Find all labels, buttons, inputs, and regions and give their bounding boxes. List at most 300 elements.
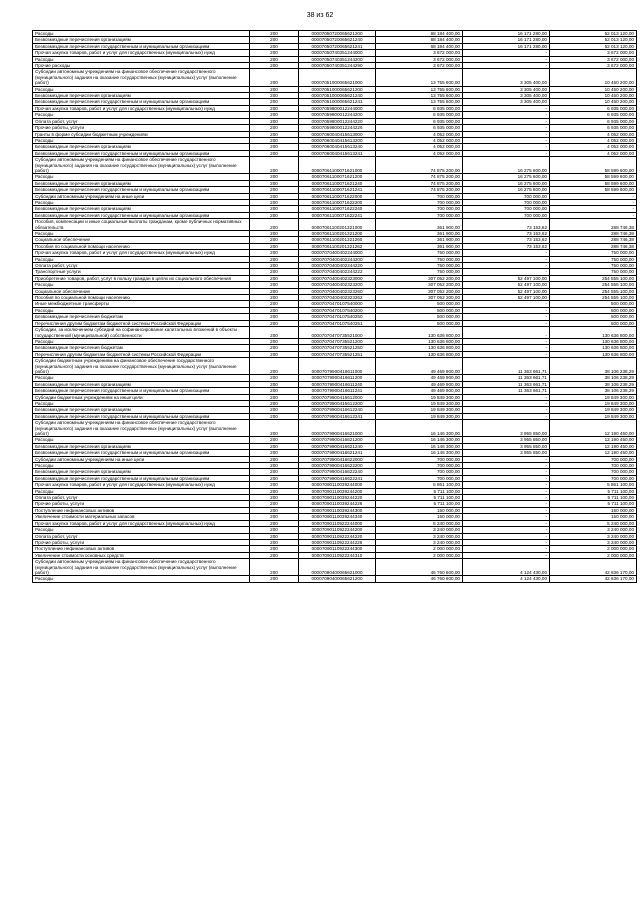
approved-amount: 2 000 000,00 — [376, 552, 463, 558]
unexecuted-amount: 38 106 238,29 — [550, 388, 637, 394]
row-name: Прочие работы, услуги — [33, 125, 250, 131]
row-code: 200 — [250, 193, 299, 199]
table-row — [33, 420, 637, 437]
approved-amount: 307 052 200,00 — [376, 282, 463, 288]
row-name: Безвозмездные перечисления бюджетам — [33, 345, 250, 351]
approved-amount: 49 469 900,00 — [376, 388, 463, 394]
unexecuted-amount: 58 599 600,00 — [550, 157, 637, 174]
approved-amount: 4 052 000,00 — [376, 150, 463, 156]
row-name: Перечисления другим бюджетам бюджетной системы Российской Федерации — [33, 320, 250, 326]
approved-amount: 19 849 300,00 — [376, 413, 463, 419]
approved-amount: 19 849 300,00 — [376, 394, 463, 400]
row-code: 200 — [250, 37, 299, 43]
unexecuted-amount: - — [550, 193, 637, 199]
executed-amount: - — [463, 63, 550, 69]
row-name: Безвозмездные перечисления организациям — [33, 180, 250, 186]
table-row — [33, 381, 637, 387]
unexecuted-amount: 700 000,00 — [550, 456, 637, 462]
table-row — [33, 157, 637, 174]
unexecuted-amount: 4 052 000,00 — [550, 150, 637, 156]
table-row — [33, 99, 637, 105]
unexecuted-amount: 150 000,00 — [550, 507, 637, 513]
table-row — [33, 93, 637, 99]
executed-amount: - — [463, 520, 550, 526]
row-code: 200 — [250, 206, 299, 212]
approved-amount: 3 672 000,00 — [376, 56, 463, 62]
unexecuted-amount: 500 000,00 — [550, 314, 637, 320]
approved-amount: 16 146 300,00 — [376, 443, 463, 449]
row-name: Субсидии бюджетным учреждениям на финансовое обеспечение государственного (муниципального) задания на оказание государственных (муниципальных) услуг (выполнение работ) — [33, 358, 250, 375]
row-kbk: 00007079900416621240 — [299, 443, 376, 449]
executed-amount: 3 305 400,00 — [463, 99, 550, 105]
row-kbk: 00007061100201321000 — [299, 219, 376, 231]
row-kbk: 00007079900416612200 — [299, 400, 376, 406]
executed-amount: 4 124 430,00 — [463, 576, 550, 582]
row-code: 200 — [250, 93, 299, 99]
approved-amount: 6 935 000,00 — [376, 118, 463, 124]
approved-amount: 130 636 800,00 — [376, 338, 463, 344]
table-row — [33, 250, 637, 256]
approved-amount: 46 760 600,00 — [376, 576, 463, 582]
approved-amount: 16 146 300,00 — [376, 420, 463, 437]
approved-amount: 68 184 400,00 — [376, 43, 463, 49]
row-code: 200 — [250, 43, 299, 49]
row-code: 200 — [250, 112, 299, 118]
row-code: 200 — [250, 520, 299, 526]
executed-amount: 73 153,62 — [463, 243, 550, 249]
unexecuted-amount: 12 190 450,00 — [550, 450, 637, 456]
executed-amount: - — [463, 50, 550, 56]
row-name: Субсидии автономным учреждениям на финансовое обеспечение государственного (муниципального) задания на оказание государственных (муниципальных) услуг (выполнение работ) — [33, 157, 250, 174]
row-kbk: 00007061100071621241 — [299, 187, 376, 193]
row-name: Субсидии автономным учреждениям на финансовое обеспечение государственного (муниципального) задания на оказание государственных (муниципальных) услуг (выполнение работ) — [33, 420, 250, 437]
row-code: 200 — [250, 375, 299, 381]
approved-amount: 13 755 600,00 — [376, 69, 463, 86]
approved-amount: 5 711 100,00 — [376, 501, 463, 507]
page-number: 38 из 62 — [306, 12, 334, 19]
row-code: 200 — [250, 63, 299, 69]
row-code: 200 — [250, 576, 299, 582]
unexecuted-amount: 3 672 000,00 — [550, 50, 637, 56]
executed-amount: 52 497 100,00 — [463, 282, 550, 288]
row-name: Расходы — [33, 437, 250, 443]
unexecuted-amount: 6 935 000,00 — [550, 112, 637, 118]
executed-amount: 3 305 400,00 — [463, 86, 550, 92]
row-code: 200 — [250, 56, 299, 62]
executed-amount: - — [463, 456, 550, 462]
unexecuted-amount: 58 599 600,00 — [550, 180, 637, 186]
approved-amount: 49 469 900,00 — [376, 358, 463, 375]
row-name: Субсидии автономным учреждениям на финансовое обеспечение государственного (муниципального) задания на оказание государственных (муниципальных) услуг (выполнение работ) — [33, 559, 250, 576]
approved-amount: 49 469 900,00 — [376, 381, 463, 387]
unexecuted-amount: 38 106 238,29 — [550, 358, 637, 375]
table-row — [33, 219, 637, 231]
approved-amount: 150 000,00 — [376, 514, 463, 520]
table-row — [33, 482, 637, 488]
executed-amount: 73 153,62 — [463, 231, 550, 237]
row-name: Прочая закупка товаров, работ и услуг для государственных (муниципальных) нужд — [33, 105, 250, 111]
approved-amount: 16 146 300,00 — [376, 450, 463, 456]
row-kbk: 00007070400402244222 — [299, 269, 376, 275]
executed-amount: 52 497 100,00 — [463, 288, 550, 294]
approved-amount: 3 240 000,00 — [376, 539, 463, 545]
row-code: 200 — [250, 400, 299, 406]
row-code: 200 — [250, 381, 299, 387]
row-name: Увеличение стоимости материальных запасов — [33, 514, 250, 520]
row-name: Безвозмездные перечисления государственным и муниципальным организациям — [33, 187, 250, 193]
row-code: 200 — [250, 514, 299, 520]
table-row — [33, 69, 637, 86]
row-name: Оплата работ, услуг — [33, 495, 250, 501]
row-kbk: 00007090110922244200 — [299, 527, 376, 533]
table-row — [33, 443, 637, 449]
executed-amount: 16 275 600,00 — [463, 180, 550, 186]
row-name: Субсидии автономным учреждениям на иные цели — [33, 456, 250, 462]
row-name: Безвозмездные перечисления государственным и муниципальным организациям — [33, 212, 250, 218]
approved-amount: 750 000,00 — [376, 250, 463, 256]
row-code: 200 — [250, 527, 299, 533]
row-name: Оплата работ, услуг — [33, 118, 250, 124]
row-code: 200 — [250, 137, 299, 143]
row-kbk: 00007090110039244220 — [299, 495, 376, 501]
row-kbk: 00007070470107540250 — [299, 314, 376, 320]
unexecuted-amount: 6 935 000,00 — [550, 105, 637, 111]
row-kbk: 00007070400402244200 — [299, 256, 376, 262]
row-kbk: 00007090110922244310 — [299, 552, 376, 558]
executed-amount: 73 153,62 — [463, 219, 550, 231]
row-name: Безвозмездные перечисления государственным и муниципальным организациям — [33, 99, 250, 105]
row-code: 200 — [250, 288, 299, 294]
row-kbk: 00007079900416622241 — [299, 475, 376, 481]
row-code: 200 — [250, 50, 299, 56]
executed-amount: - — [463, 150, 550, 156]
unexecuted-amount: 10 450 200,00 — [550, 69, 637, 86]
row-name: Расходы — [33, 112, 250, 118]
approved-amount: 500 000,00 — [376, 314, 463, 320]
unexecuted-amount: 38 106 238,29 — [550, 375, 637, 381]
approved-amount: 5 861 100,00 — [376, 482, 463, 488]
unexecuted-amount: 4 052 000,00 — [550, 144, 637, 150]
executed-amount: - — [463, 345, 550, 351]
unexecuted-amount: 3 240 000,00 — [550, 533, 637, 539]
executed-amount: 52 497 100,00 — [463, 295, 550, 301]
row-name: Расходы — [33, 463, 250, 469]
approved-amount: 700 000,00 — [376, 206, 463, 212]
table-row — [33, 320, 637, 326]
row-name: Расходы — [33, 307, 250, 313]
executed-amount: - — [463, 533, 550, 539]
unexecuted-amount: 12 190 450,00 — [550, 420, 637, 437]
row-name: Пособия по социальной помощи населению — [33, 295, 250, 301]
row-code: 200 — [250, 144, 299, 150]
approved-amount: 13 755 600,00 — [376, 86, 463, 92]
approved-amount: 6 935 000,00 — [376, 105, 463, 111]
approved-amount: 750 000,00 — [376, 269, 463, 275]
row-code: 200 — [250, 219, 299, 231]
unexecuted-amount: 3 240 000,00 — [550, 527, 637, 533]
approved-amount: 361 900,00 — [376, 231, 463, 237]
approved-amount: 49 469 900,00 — [376, 375, 463, 381]
row-code: 200 — [250, 118, 299, 124]
approved-amount: 500 000,00 — [376, 301, 463, 307]
row-name: Безвозмездные перечисления организациям — [33, 443, 250, 449]
executed-amount: 11 363 661,71 — [463, 358, 550, 375]
executed-amount: 16 171 280,00 — [463, 43, 550, 49]
row-name: Субсидии бюджетным учреждениям на иные цели — [33, 394, 250, 400]
approved-amount: 3 240 000,00 — [376, 527, 463, 533]
row-name: Прочая закупка товаров, работ и услуг для государственных (муниципальных) нужд — [33, 50, 250, 56]
executed-amount: - — [463, 488, 550, 494]
table-row — [33, 450, 637, 456]
row-kbk: 00007061100071621240 — [299, 180, 376, 186]
row-name: Поступление нефинансовых активов — [33, 546, 250, 552]
unexecuted-amount: 130 636 800,00 — [550, 338, 637, 344]
row-code: 200 — [250, 327, 299, 339]
unexecuted-amount: 10 450 200,00 — [550, 93, 637, 99]
row-code: 200 — [250, 552, 299, 558]
unexecuted-amount: - — [550, 206, 637, 212]
row-code: 200 — [250, 488, 299, 494]
row-kbk: 00007061100071622241 — [299, 212, 376, 218]
row-code: 200 — [250, 507, 299, 513]
row-kbk: 00007090110039244200 — [299, 488, 376, 494]
row-code: 200 — [250, 394, 299, 400]
unexecuted-amount: 3 240 000,00 — [550, 539, 637, 545]
row-code: 200 — [250, 212, 299, 218]
table-row — [33, 388, 637, 394]
unexecuted-amount: 254 555 100,00 — [550, 275, 637, 281]
row-kbk: 00007079900416612240 — [299, 407, 376, 413]
row-code: 200 — [250, 269, 299, 275]
executed-amount: 700 000,00 — [463, 193, 550, 199]
row-code: 200 — [250, 307, 299, 313]
row-code: 200 — [250, 533, 299, 539]
table-row — [33, 275, 637, 281]
row-code: 200 — [250, 301, 299, 307]
table-row — [33, 295, 637, 301]
row-name: Оплата работ, услуг — [33, 263, 250, 269]
row-name: Поступление нефинансовых активов — [33, 507, 250, 513]
row-kbk: 00007070400402323200 — [299, 282, 376, 288]
approved-amount: 68 184 400,00 — [376, 31, 463, 37]
executed-amount: 16 275 600,00 — [463, 174, 550, 180]
unexecuted-amount: 750 000,00 — [550, 250, 637, 256]
row-name: Безвозмездные перечисления государственным и муниципальным организациям — [33, 413, 250, 419]
row-kbk: 00007079900416612241 — [299, 413, 376, 419]
unexecuted-amount: 58 599 600,00 — [550, 174, 637, 180]
executed-amount: - — [463, 507, 550, 513]
row-code: 200 — [250, 263, 299, 269]
row-code: 200 — [250, 187, 299, 193]
row-code: 200 — [250, 31, 299, 37]
row-name: Расходы — [33, 256, 250, 262]
row-name: Иные межбюджетные трансферты — [33, 301, 250, 307]
executed-amount: 4 124 430,00 — [463, 559, 550, 576]
approved-amount: 6 935 000,00 — [376, 112, 463, 118]
row-kbk: 00007070470107540200 — [299, 307, 376, 313]
table-row — [33, 193, 637, 199]
row-code: 200 — [250, 99, 299, 105]
row-code: 200 — [250, 338, 299, 344]
executed-amount: - — [463, 413, 550, 419]
row-kbk: 00007079900416622200 — [299, 463, 376, 469]
approved-amount: 307 052 200,00 — [376, 275, 463, 281]
executed-amount: 11 363 661,71 — [463, 381, 550, 387]
row-kbk: 00007090110039244300 — [299, 507, 376, 513]
unexecuted-amount: - — [550, 212, 637, 218]
row-code: 200 — [250, 314, 299, 320]
row-name: Безвозмездные перечисления организациям — [33, 381, 250, 387]
row-kbk: 00007090110039244226 — [299, 501, 376, 507]
approved-amount: 130 636 800,00 — [376, 345, 463, 351]
unexecuted-amount: 254 555 100,00 — [550, 282, 637, 288]
unexecuted-amount: 750 000,00 — [550, 256, 637, 262]
row-name: Увеличение стоимости основных средств — [33, 552, 250, 558]
table-row — [33, 351, 637, 357]
table-row — [33, 37, 637, 43]
row-code: 200 — [250, 256, 299, 262]
row-name: Расходы — [33, 527, 250, 533]
executed-amount: 3 955 850,00 — [463, 450, 550, 456]
row-kbk: 00007070400402323000 — [299, 275, 376, 281]
executed-amount: - — [463, 327, 550, 339]
executed-amount: - — [463, 56, 550, 62]
row-name: Безвозмездные перечисления государственным и муниципальным организациям — [33, 388, 250, 394]
row-code: 200 — [250, 275, 299, 281]
approved-amount: 750 000,00 — [376, 256, 463, 262]
row-code: 200 — [250, 501, 299, 507]
executed-amount: - — [463, 263, 550, 269]
unexecuted-amount: 19 849 300,00 — [550, 394, 637, 400]
row-name: Безвозмездные перечисления организациям — [33, 144, 250, 150]
executed-amount: - — [463, 112, 550, 118]
row-name: Безвозмездные перечисления организациям — [33, 206, 250, 212]
row-name: Субсидии автономным учреждениям на финансовое обеспечение государственного (муниципального) задания на оказание государственных (муниципальных) услуг (выполнение работ) — [33, 69, 250, 86]
approved-amount: 13 755 600,00 — [376, 99, 463, 105]
approved-amount: 5 711 100,00 — [376, 488, 463, 494]
unexecuted-amount: 500 000,00 — [550, 320, 637, 326]
row-name: Субсидии автономным учреждениям на иные цели — [33, 193, 250, 199]
table-row — [33, 576, 637, 582]
executed-amount: - — [463, 394, 550, 400]
row-code: 200 — [250, 69, 299, 86]
approved-amount: 700 000,00 — [376, 475, 463, 481]
unexecuted-amount: 288 746,38 — [550, 237, 637, 243]
row-code: 200 — [250, 413, 299, 419]
row-code: 200 — [250, 456, 299, 462]
row-kbk: 00007070470735521200 — [299, 338, 376, 344]
row-name: Прочие работы, услуги — [33, 501, 250, 507]
row-kbk: 00007050720065621200 — [299, 31, 376, 37]
unexecuted-amount: 150 000,00 — [550, 514, 637, 520]
row-kbk: 00007079900416622000 — [299, 456, 376, 462]
row-kbk: 00007070470735521000 — [299, 327, 376, 339]
approved-amount: 5 711 100,00 — [376, 495, 463, 501]
executed-amount: - — [463, 539, 550, 545]
approved-amount: 13 755 600,00 — [376, 93, 463, 99]
row-kbk: 00007059800012244000 — [299, 105, 376, 111]
row-name: Безвозмездные перечисления бюджетам — [33, 314, 250, 320]
row-name: Субсидии, за исключением субсидий на софинансирование капитальных вложений в объекты государственной (муниципальной) собственности — [33, 327, 250, 339]
approved-amount: 3 672 000,00 — [376, 63, 463, 69]
unexecuted-amount: 5 240 000,00 — [550, 520, 637, 526]
row-kbk: 00007059800012244220 — [299, 118, 376, 124]
executed-amount: - — [463, 256, 550, 262]
row-code: 200 — [250, 475, 299, 481]
row-kbk: 00007059800012244200 — [299, 112, 376, 118]
row-name: Расходы — [33, 576, 250, 582]
unexecuted-amount: 288 746,38 — [550, 231, 637, 237]
row-kbk: 00007070470735521251 — [299, 351, 376, 357]
row-name: Безвозмездные перечисления государственным и муниципальным организациям — [33, 43, 250, 49]
unexecuted-amount: 2 000 000,00 — [550, 552, 637, 558]
row-code: 200 — [250, 351, 299, 357]
executed-amount: - — [463, 125, 550, 131]
unexecuted-amount: 254 555 100,00 — [550, 288, 637, 294]
table-row — [33, 105, 637, 111]
row-kbk: 00007090400065621200 — [299, 576, 376, 582]
unexecuted-amount: 19 849 300,00 — [550, 413, 637, 419]
approved-amount: 16 146 300,00 — [376, 437, 463, 443]
executed-amount: - — [463, 137, 550, 143]
executed-amount: 3 955 850,00 — [463, 420, 550, 437]
row-code: 200 — [250, 388, 299, 394]
row-name: Расходы — [33, 56, 250, 62]
row-name: Оплата работ, услуг — [33, 533, 250, 539]
table-row — [33, 520, 637, 526]
row-name: Расходы — [33, 31, 250, 37]
row-kbk: 00007079900416611200 — [299, 375, 376, 381]
table-row — [33, 552, 637, 558]
row-code: 200 — [250, 86, 299, 92]
executed-amount: 3 305 400,00 — [463, 69, 550, 86]
executed-amount: - — [463, 407, 550, 413]
approved-amount: 74 875 200,00 — [376, 180, 463, 186]
approved-amount: 4 052 000,00 — [376, 144, 463, 150]
unexecuted-amount: 130 636 800,00 — [550, 345, 637, 351]
unexecuted-amount: 5 861 100,00 — [550, 482, 637, 488]
row-code: 200 — [250, 443, 299, 449]
executed-amount: 3 955 850,00 — [463, 443, 550, 449]
unexecuted-amount: 19 849 300,00 — [550, 400, 637, 406]
approved-amount: 307 052 200,00 — [376, 288, 463, 294]
approved-amount: 3 672 000,00 — [376, 50, 463, 56]
row-code: 200 — [250, 250, 299, 256]
row-code: 200 — [250, 437, 299, 443]
executed-amount: - — [463, 514, 550, 520]
approved-amount: 361 900,00 — [376, 237, 463, 243]
executed-amount: - — [463, 269, 550, 275]
unexecuted-amount: 130 636 800,00 — [550, 327, 637, 339]
row-kbk: 00007050720065621241 — [299, 43, 376, 49]
unexecuted-amount: - — [550, 199, 637, 205]
row-kbk: 00007050740351244290 — [299, 63, 376, 69]
row-name: Пособия по социальной помощи населению — [33, 243, 250, 249]
executed-amount: 16 171 280,00 — [463, 37, 550, 43]
unexecuted-amount: 750 000,00 — [550, 263, 637, 269]
row-name: Безвозмездные перечисления организациям — [33, 37, 250, 43]
row-code: 200 — [250, 450, 299, 456]
approved-amount: 4 052 000,00 — [376, 137, 463, 143]
unexecuted-amount: 3 672 000,00 — [550, 63, 637, 69]
approved-amount: 19 849 300,00 — [376, 400, 463, 406]
unexecuted-amount: 4 052 000,00 — [550, 131, 637, 137]
row-kbk: 00007061100201321200 — [299, 231, 376, 237]
row-name: Безвозмездные перечисления организациям — [33, 469, 250, 475]
unexecuted-amount: 19 849 300,00 — [550, 407, 637, 413]
row-kbk: 00007060040415613241 — [299, 150, 376, 156]
unexecuted-amount: 10 450 200,00 — [550, 99, 637, 105]
